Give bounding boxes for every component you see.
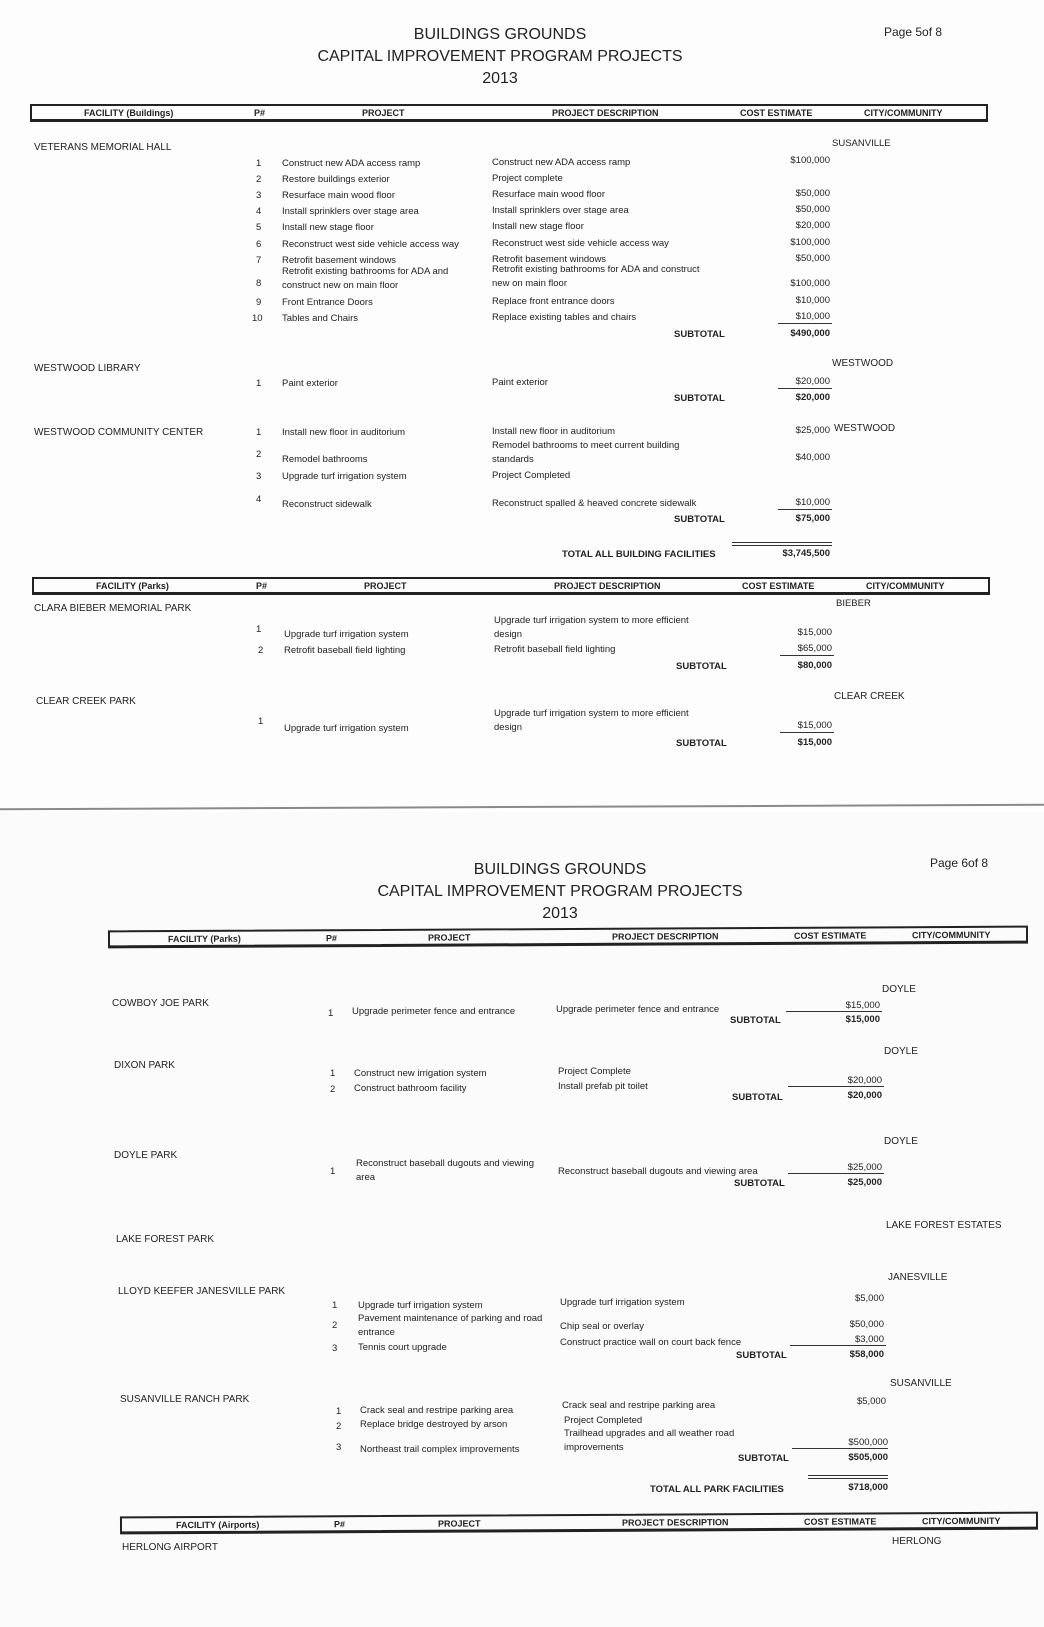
- header-cost: COST ESTIMATE: [742, 581, 815, 591]
- row-number: 1: [330, 1068, 336, 1079]
- row-project: Upgrade turf irrigation system: [284, 629, 409, 640]
- row-project: Tennis court upgrade: [358, 1342, 447, 1353]
- row-number: 7: [256, 255, 262, 266]
- facility-name: DIXON PARK: [114, 1060, 175, 1071]
- facility-name: DOYLE PARK: [114, 1150, 178, 1161]
- row-number: 10: [252, 313, 263, 324]
- row-description: Replace existing tables and chairs: [492, 312, 637, 323]
- city-community: WESTWOOD: [834, 423, 896, 434]
- row-description: Construct new ADA access ramp: [492, 157, 631, 168]
- row-number: 3: [256, 190, 262, 201]
- city-community: LAKE FOREST ESTATES: [886, 1220, 1002, 1231]
- row-description: Install new stage floor: [492, 221, 584, 232]
- row-project: Reconstruct west side vehicle access way: [282, 239, 459, 250]
- facility-name: CLARA BIEBER MEMORIAL PARK: [34, 603, 192, 614]
- row-description: Resurface main wood floor: [492, 189, 605, 200]
- table-header-parks: [32, 577, 990, 595]
- subtotal-rule: [780, 655, 834, 656]
- subtotal-value: $490,000: [790, 328, 830, 339]
- header-city: CITY/COMMUNITY: [921, 1515, 1001, 1527]
- header-cost: COST ESTIMATE: [803, 1516, 877, 1527]
- row-cost: $15,000: [797, 627, 832, 638]
- row-cost: $10,000: [795, 497, 830, 508]
- header-description: PROJECT DESCRIPTION: [552, 108, 659, 118]
- row-cost: $20,000: [847, 1075, 882, 1086]
- row-description: Upgrade perimeter fence and entrance: [556, 1004, 720, 1015]
- row-number: 4: [256, 206, 262, 217]
- subtotal-rule: [778, 388, 832, 389]
- row-project: Construct new irrigation system: [354, 1068, 487, 1079]
- row-description: Project Complete: [558, 1066, 631, 1077]
- row-description: standards: [492, 454, 534, 465]
- facility-name: COWBOY JOE PARK: [112, 998, 209, 1009]
- city-community: HERLONG: [892, 1536, 942, 1547]
- total-label: TOTAL ALL BUILDING FACILITIES: [562, 549, 716, 560]
- subtotal-value: $58,000: [849, 1349, 884, 1360]
- subtotal-label: SUBTOTAL: [676, 738, 727, 749]
- subtotal-label: SUBTOTAL: [674, 329, 725, 340]
- row-cost: $5,000: [854, 1293, 884, 1304]
- row-project: Upgrade turf irrigation system: [358, 1300, 483, 1311]
- page-number: Page 6of 8: [930, 856, 989, 870]
- subtotal-value: $75,000: [795, 513, 830, 524]
- row-project: Retrofit existing bathrooms for ADA and: [282, 266, 449, 277]
- city-community: CLEAR CREEK: [834, 691, 905, 702]
- total-value: $718,000: [848, 1482, 888, 1493]
- row-number: 8: [256, 278, 262, 289]
- row-description: Install sprinklers over stage area: [492, 205, 629, 216]
- subtotal-rule: [780, 732, 834, 733]
- facility-name: HERLONG AIRPORT: [122, 1542, 218, 1553]
- header-city: CITY/COMMUNITY: [864, 108, 943, 118]
- subtotal-rule: [792, 1448, 888, 1449]
- city-community: DOYLE: [884, 1136, 918, 1147]
- header-pnum: P#: [333, 1519, 346, 1530]
- row-number: 2: [256, 449, 262, 460]
- subtotal-rule: [788, 1086, 884, 1087]
- row-project: Install new stage floor: [282, 222, 374, 233]
- row-description: Trailhead upgrades and all weather road: [564, 1428, 735, 1439]
- row-cost: $15,000: [845, 1000, 880, 1011]
- subtotal-rule: [778, 509, 832, 510]
- table-header-parks: [108, 926, 1028, 949]
- title-line-2: CAPITAL IMPROVEMENT PROGRAM PROJECTS: [377, 883, 743, 900]
- subtotal-value: $20,000: [795, 392, 830, 403]
- row-cost: $10,000: [795, 311, 830, 322]
- row-project: area: [356, 1172, 376, 1183]
- row-number: 1: [258, 716, 264, 727]
- row-description: Install new floor in auditorium: [492, 426, 616, 437]
- header-city: CITY/COMMUNITY: [866, 581, 945, 591]
- page-separator: [0, 804, 1044, 811]
- row-description: Project Completed: [492, 470, 571, 481]
- subtotal-rule: [778, 323, 832, 324]
- row-cost: $25,000: [847, 1162, 882, 1173]
- row-project: Front Entrance Doors: [282, 297, 373, 308]
- row-number: 5: [256, 222, 262, 233]
- row-description: Reconstruct west side vehicle access way: [492, 238, 669, 249]
- row-cost: $50,000: [795, 204, 830, 215]
- subtotal-label: SUBTOTAL: [736, 1350, 787, 1361]
- row-description: Install prefab pit toilet: [558, 1081, 648, 1092]
- row-description: design: [494, 722, 522, 733]
- facility-name: VETERANS MEMORIAL HALL: [34, 142, 172, 153]
- city-community: SUSANVILLE: [832, 138, 891, 149]
- page-6: [0, 812, 1044, 1627]
- city-community: SUSANVILLE: [890, 1378, 952, 1389]
- row-project: Upgrade perimeter fence and entrance: [352, 1006, 516, 1017]
- row-cost: $3,000: [854, 1334, 884, 1345]
- header-pnum: P#: [325, 933, 338, 944]
- row-project: Install new floor in auditorium: [282, 427, 406, 438]
- row-project: Retrofit basement windows: [282, 255, 397, 266]
- row-project: Paint exterior: [282, 378, 338, 389]
- row-cost: $100,000: [790, 237, 830, 248]
- row-number: 2: [258, 645, 264, 656]
- row-number: 1: [256, 158, 262, 169]
- row-description: Project complete: [492, 173, 563, 184]
- row-description: Upgrade turf irrigation system to more efficient: [494, 708, 689, 719]
- row-description: Project Completed: [564, 1415, 643, 1426]
- total-rule: [808, 1478, 888, 1479]
- row-number: 1: [330, 1166, 336, 1177]
- header-project: PROJECT: [427, 932, 471, 943]
- city-community: JANESVILLE: [888, 1272, 948, 1283]
- row-project: Retrofit baseball field lighting: [284, 645, 406, 656]
- row-project: Reconstruct baseball dugouts and viewing: [356, 1158, 534, 1169]
- row-number: 3: [256, 471, 262, 482]
- row-number: 2: [332, 1320, 338, 1331]
- header-city: CITY/COMMUNITY: [911, 929, 991, 941]
- subtotal-label: SUBTOTAL: [730, 1015, 781, 1026]
- row-project: Pavement maintenance of parking and road: [358, 1313, 543, 1324]
- subtotal-rule: [788, 1173, 884, 1174]
- row-description: improvements: [564, 1442, 624, 1453]
- row-project: Reconstruct sidewalk: [282, 499, 372, 510]
- table-header-airports: [120, 1512, 1038, 1535]
- header-facility: FACILITY (Parks): [167, 933, 241, 945]
- row-cost: $65,000: [797, 643, 832, 654]
- row-number: 4: [256, 494, 262, 505]
- row-number: 3: [336, 1442, 342, 1453]
- subtotal-value: $505,000: [848, 1452, 888, 1463]
- total-rule: [732, 545, 832, 546]
- row-description: Replace front entrance doors: [492, 296, 615, 307]
- header-cost: COST ESTIMATE: [740, 108, 813, 118]
- row-project: Construct bathroom facility: [354, 1083, 467, 1094]
- row-cost: $500,000: [848, 1437, 888, 1448]
- row-description: Upgrade turf irrigation system to more efficient: [494, 615, 689, 626]
- header-project: PROJECT: [362, 108, 405, 118]
- row-number: 1: [256, 624, 262, 635]
- row-description: design: [494, 629, 522, 640]
- row-project: Restore buildings exterior: [282, 174, 390, 185]
- subtotal-value: $20,000: [847, 1090, 882, 1101]
- page-5: [0, 0, 1044, 808]
- facility-name: WESTWOOD LIBRARY: [34, 363, 141, 374]
- header-description: PROJECT DESCRIPTION: [554, 581, 661, 591]
- row-description: Paint exterior: [492, 377, 548, 388]
- subtotal-value: $25,000: [847, 1177, 882, 1188]
- header-pnum: P#: [256, 581, 268, 591]
- row-cost: $5,000: [856, 1396, 886, 1407]
- row-cost: $20,000: [795, 376, 830, 387]
- row-project: Construct new ADA access ramp: [282, 158, 421, 169]
- subtotal-value: $15,000: [845, 1014, 880, 1025]
- table-header-buildings: [30, 104, 988, 122]
- row-project: Install sprinklers over stage area: [282, 206, 419, 217]
- subtotal-label: SUBTOTAL: [732, 1092, 783, 1103]
- row-cost: $50,000: [795, 253, 830, 264]
- row-number: 2: [336, 1421, 342, 1432]
- title-line-1: BUILDINGS GROUNDS: [473, 861, 647, 878]
- total-rule: [808, 1475, 888, 1476]
- city-community: WESTWOOD: [832, 358, 894, 369]
- subtotal-rule: [790, 1345, 886, 1346]
- row-cost: $40,000: [795, 452, 830, 463]
- title-line-2: CAPITAL IMPROVEMENT PROGRAM PROJECTS: [317, 48, 683, 65]
- row-description: Construct practice wall on court back fence: [560, 1337, 742, 1348]
- facility-name: CLEAR CREEK PARK: [36, 696, 136, 707]
- row-cost: $50,000: [795, 188, 830, 199]
- row-cost: $50,000: [849, 1319, 884, 1330]
- row-number: 1: [256, 427, 262, 438]
- row-project: entrance: [358, 1327, 395, 1338]
- city-community: BIEBER: [836, 598, 871, 609]
- facility-name: LLOYD KEEFER JANESVILLE PARK: [118, 1286, 286, 1297]
- subtotal-value: $15,000: [797, 737, 832, 748]
- row-description: Reconstruct spalled & heaved concrete sidewalk: [492, 498, 697, 509]
- row-project: Resurface main wood floor: [282, 190, 395, 201]
- row-project: Replace bridge destroyed by arson: [360, 1419, 508, 1430]
- row-cost: $15,000: [797, 720, 832, 731]
- row-cost: $100,000: [790, 155, 830, 166]
- header-project: PROJECT: [364, 581, 407, 591]
- row-project: Tables and Chairs: [282, 313, 359, 324]
- city-community: DOYLE: [882, 984, 916, 995]
- row-project: construct new on main floor: [282, 280, 399, 291]
- page-title: [250, 24, 750, 90]
- row-number: 2: [256, 174, 262, 185]
- header-project: PROJECT: [437, 1518, 481, 1529]
- title-line-1: BUILDINGS GROUNDS: [413, 26, 587, 43]
- header-facility: FACILITY (Parks): [96, 581, 169, 591]
- row-description: new on main floor: [492, 278, 567, 289]
- row-project: Upgrade turf irrigation system: [284, 723, 409, 734]
- row-description: Retrofit baseball field lighting: [494, 644, 616, 655]
- facility-name: SUSANVILLE RANCH PARK: [120, 1394, 250, 1405]
- row-number: 3: [332, 1343, 338, 1354]
- row-description: Reconstruct baseball dugouts and viewing area: [558, 1166, 758, 1177]
- row-number: 2: [330, 1084, 336, 1095]
- subtotal-label: SUBTOTAL: [674, 514, 725, 525]
- row-description: Retrofit basement windows: [492, 254, 607, 265]
- header-description: PROJECT DESCRIPTION: [611, 931, 719, 942]
- row-number: 1: [336, 1406, 342, 1417]
- total-rule: [732, 542, 832, 543]
- facility-name: WESTWOOD COMMUNITY CENTER: [34, 427, 204, 438]
- row-project: Remodel bathrooms: [282, 454, 368, 465]
- subtotal-label: SUBTOTAL: [738, 1453, 789, 1464]
- page-number: Page 5of 8: [884, 25, 943, 39]
- header-pnum: P#: [254, 108, 266, 118]
- row-number: 9: [256, 297, 262, 308]
- subtotal-label: SUBTOTAL: [676, 661, 727, 672]
- row-description: Retrofit existing bathrooms for ADA and construct: [492, 264, 700, 275]
- subtotal-rule: [786, 1011, 882, 1012]
- row-cost: $100,000: [790, 278, 830, 289]
- city-community: DOYLE: [884, 1046, 918, 1057]
- header-facility: FACILITY (Buildings): [84, 108, 174, 118]
- row-number: 1: [332, 1300, 338, 1311]
- row-cost: $20,000: [795, 220, 830, 231]
- row-description: Upgrade turf irrigation system: [560, 1297, 685, 1308]
- total-value: $3,745,500: [782, 548, 830, 559]
- subtotal-label: SUBTOTAL: [734, 1178, 785, 1189]
- total-label: TOTAL ALL PARK FACILITIES: [650, 1484, 784, 1495]
- row-cost: $25,000: [795, 425, 830, 436]
- header-description: PROJECT DESCRIPTION: [621, 1517, 729, 1528]
- row-number: 6: [256, 239, 262, 250]
- subtotal-label: SUBTOTAL: [674, 393, 725, 404]
- header-cost: COST ESTIMATE: [793, 930, 867, 941]
- page-title: [310, 859, 810, 925]
- subtotal-value: $80,000: [797, 660, 832, 671]
- row-project: Crack seal and restripe parking area: [360, 1405, 514, 1416]
- row-number: 1: [328, 1008, 334, 1019]
- header-facility: FACILITY (Airports): [175, 1519, 260, 1531]
- row-project: Upgrade turf irrigation system: [282, 471, 407, 482]
- row-number: 1: [256, 378, 262, 389]
- row-description: Remodel bathrooms to meet current building: [492, 440, 680, 451]
- title-line-3: 2013: [482, 70, 518, 87]
- row-project: Northeast trail complex improvements: [360, 1444, 520, 1455]
- row-cost: $10,000: [795, 295, 830, 306]
- facility-name: LAKE FOREST PARK: [116, 1234, 214, 1245]
- row-description: Chip seal or overlay: [560, 1321, 644, 1332]
- title-line-3: 2013: [542, 905, 578, 922]
- row-description: Crack seal and restripe parking area: [562, 1400, 716, 1411]
